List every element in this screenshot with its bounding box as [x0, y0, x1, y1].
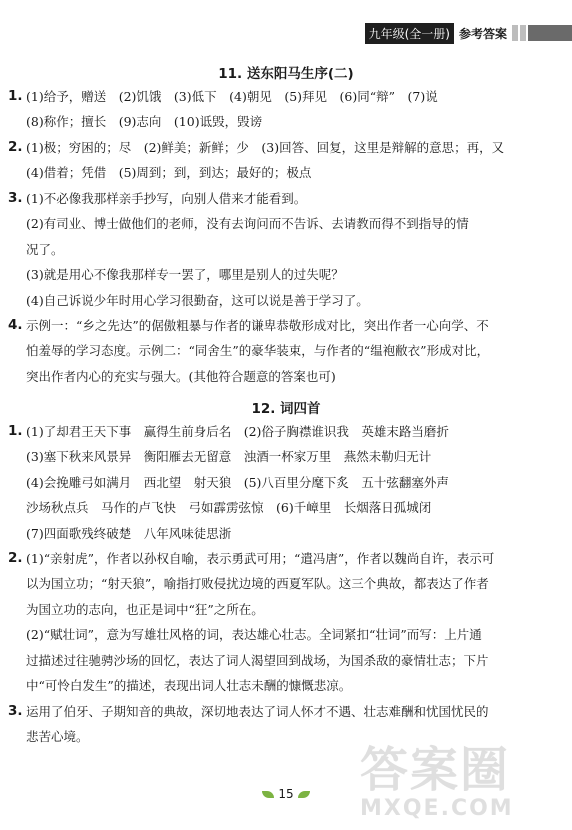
- watermark-url: MXQE.COM: [360, 796, 514, 821]
- answer-line: (1)“亲射虎”，作者以孙权自喻，表示勇武可用；“遣冯唐”，作者以魏尚自许，表示可: [26, 551, 495, 566]
- question-block: [8, 186, 542, 313]
- section-title-12: 12. 词四首: [251, 401, 321, 417]
- answer-line: 为国立功的志向，也正是词中“狂”之所在。: [26, 601, 264, 617]
- answer-line: 示例一：“乡之先达”的倨傲粗暴与作者的谦卑恭敬形成对比，突出作者一心向学、不: [26, 318, 489, 333]
- question-number: 3.: [8, 703, 23, 719]
- answer-line: (2)有司业、博士做他们的老师，没有去询问而不告诉、去请教而得不到指导的情: [26, 216, 469, 232]
- question-number: 1.: [8, 88, 23, 104]
- answer-line: (1)给予，赠送 (2)饥饿 (3)低下 (4)朝见 (5)拜见 (6)同“辩” (7)说: [26, 89, 438, 104]
- answer-line: (1)极；穷困的；尽 (2)鲜美；新鲜；少 (3)回答、回复，这里是辩解的意思；再，又: [26, 140, 505, 155]
- answer-label: 参考答案: [458, 26, 507, 41]
- answer-line: (7)四面歌残终破楚 八年风味徒思浙: [26, 525, 232, 541]
- leaf-icon: [298, 791, 310, 798]
- question-block: [8, 313, 542, 389]
- answer-line: (8)称作；擅长 (9)志向 (10)诋毁，毁谤: [26, 114, 263, 130]
- answer-line: 以为国立功；“射天狼”，喻指打败侵扰边境的西夏军队。这三个典故，都表达了作者: [26, 576, 489, 592]
- answer-line: 过描述过往驰骋沙场的回忆，表达了词人渴望回到战场，为国杀敌的豪情壮志；下片: [26, 652, 489, 668]
- grade-label: 九年级(全一册): [365, 23, 454, 44]
- question-number: 3.: [8, 190, 23, 206]
- answer-line: (1)不必像我那样亲手抄写，向别人借来才能看到。: [26, 191, 307, 206]
- answer-line: (2)“赋壮词”，意为写雄壮风格的词，表达雄心壮志。全词紧扣“壮词”而写：上片通: [26, 627, 482, 643]
- question-number: 4.: [8, 317, 23, 333]
- question-number: 1.: [8, 423, 23, 439]
- answer-line: 怕羞辱的学习态度。示例二：“同舍生”的豪华装束，与作者的“缊袍敝衣”形成对比，: [26, 343, 490, 359]
- answer-line: 中“可怜白发生”的描述，表现出词人壮志未酬的慷慨悲凉。: [26, 678, 352, 694]
- answer-line: (4)会挽雕弓如满月 西北望 射天狼 (5)八百里分麾下炙 五十弦翻塞外声: [26, 474, 449, 490]
- question-block: [8, 84, 542, 135]
- header-decoration: [512, 25, 572, 41]
- answer-line: 沙场秋点兵 马作的卢飞快 弓如霹雳弦惊 (6)千嶂里 长烟落日孤城闭: [26, 500, 432, 516]
- section-title-11: 11. 送东阳马生序(二): [218, 66, 354, 82]
- watermark-logo: 答案圈: [360, 742, 511, 798]
- answer-line: (4)自己诉说少年时用心学习很勤奋，这可以说是善于学习了。: [26, 292, 369, 308]
- answer-line: 悲苦心境。: [26, 729, 89, 745]
- question-block: [8, 419, 542, 546]
- answer-line: 运用了伯牙、子期知音的典故，深切地表达了词人怀才不遇、壮志难酬和忧国忧民的: [26, 704, 489, 719]
- question-number: 2.: [8, 550, 23, 566]
- question-block: [8, 546, 542, 698]
- answer-line: (3)就是用心不像我那样专一罢了，哪里是别人的过失呢？: [26, 267, 344, 283]
- leaf-icon: [262, 791, 274, 798]
- question-block: [8, 135, 542, 186]
- answer-line: 况了。: [26, 241, 64, 257]
- question-number: 2.: [8, 139, 23, 155]
- answer-line: (1)了却君王天下事 赢得生前身后名 (2)俗子胸襟谁识我 英雄末路当磨折: [26, 424, 449, 439]
- answer-line: (4)借着；凭借 (5)周到；到，到达；最好的；极点: [26, 165, 312, 181]
- watermark: [360, 744, 560, 824]
- answer-line: 突出作者内心的充实与强大。(其他符合题意的答案也可): [26, 368, 336, 384]
- page-number: 15: [278, 787, 294, 801]
- answer-line: (3)塞下秋来风景异 衡阳雁去无留意 浊酒一杯家万里 燕然未勒归无计: [26, 449, 432, 465]
- page-header: [365, 22, 572, 44]
